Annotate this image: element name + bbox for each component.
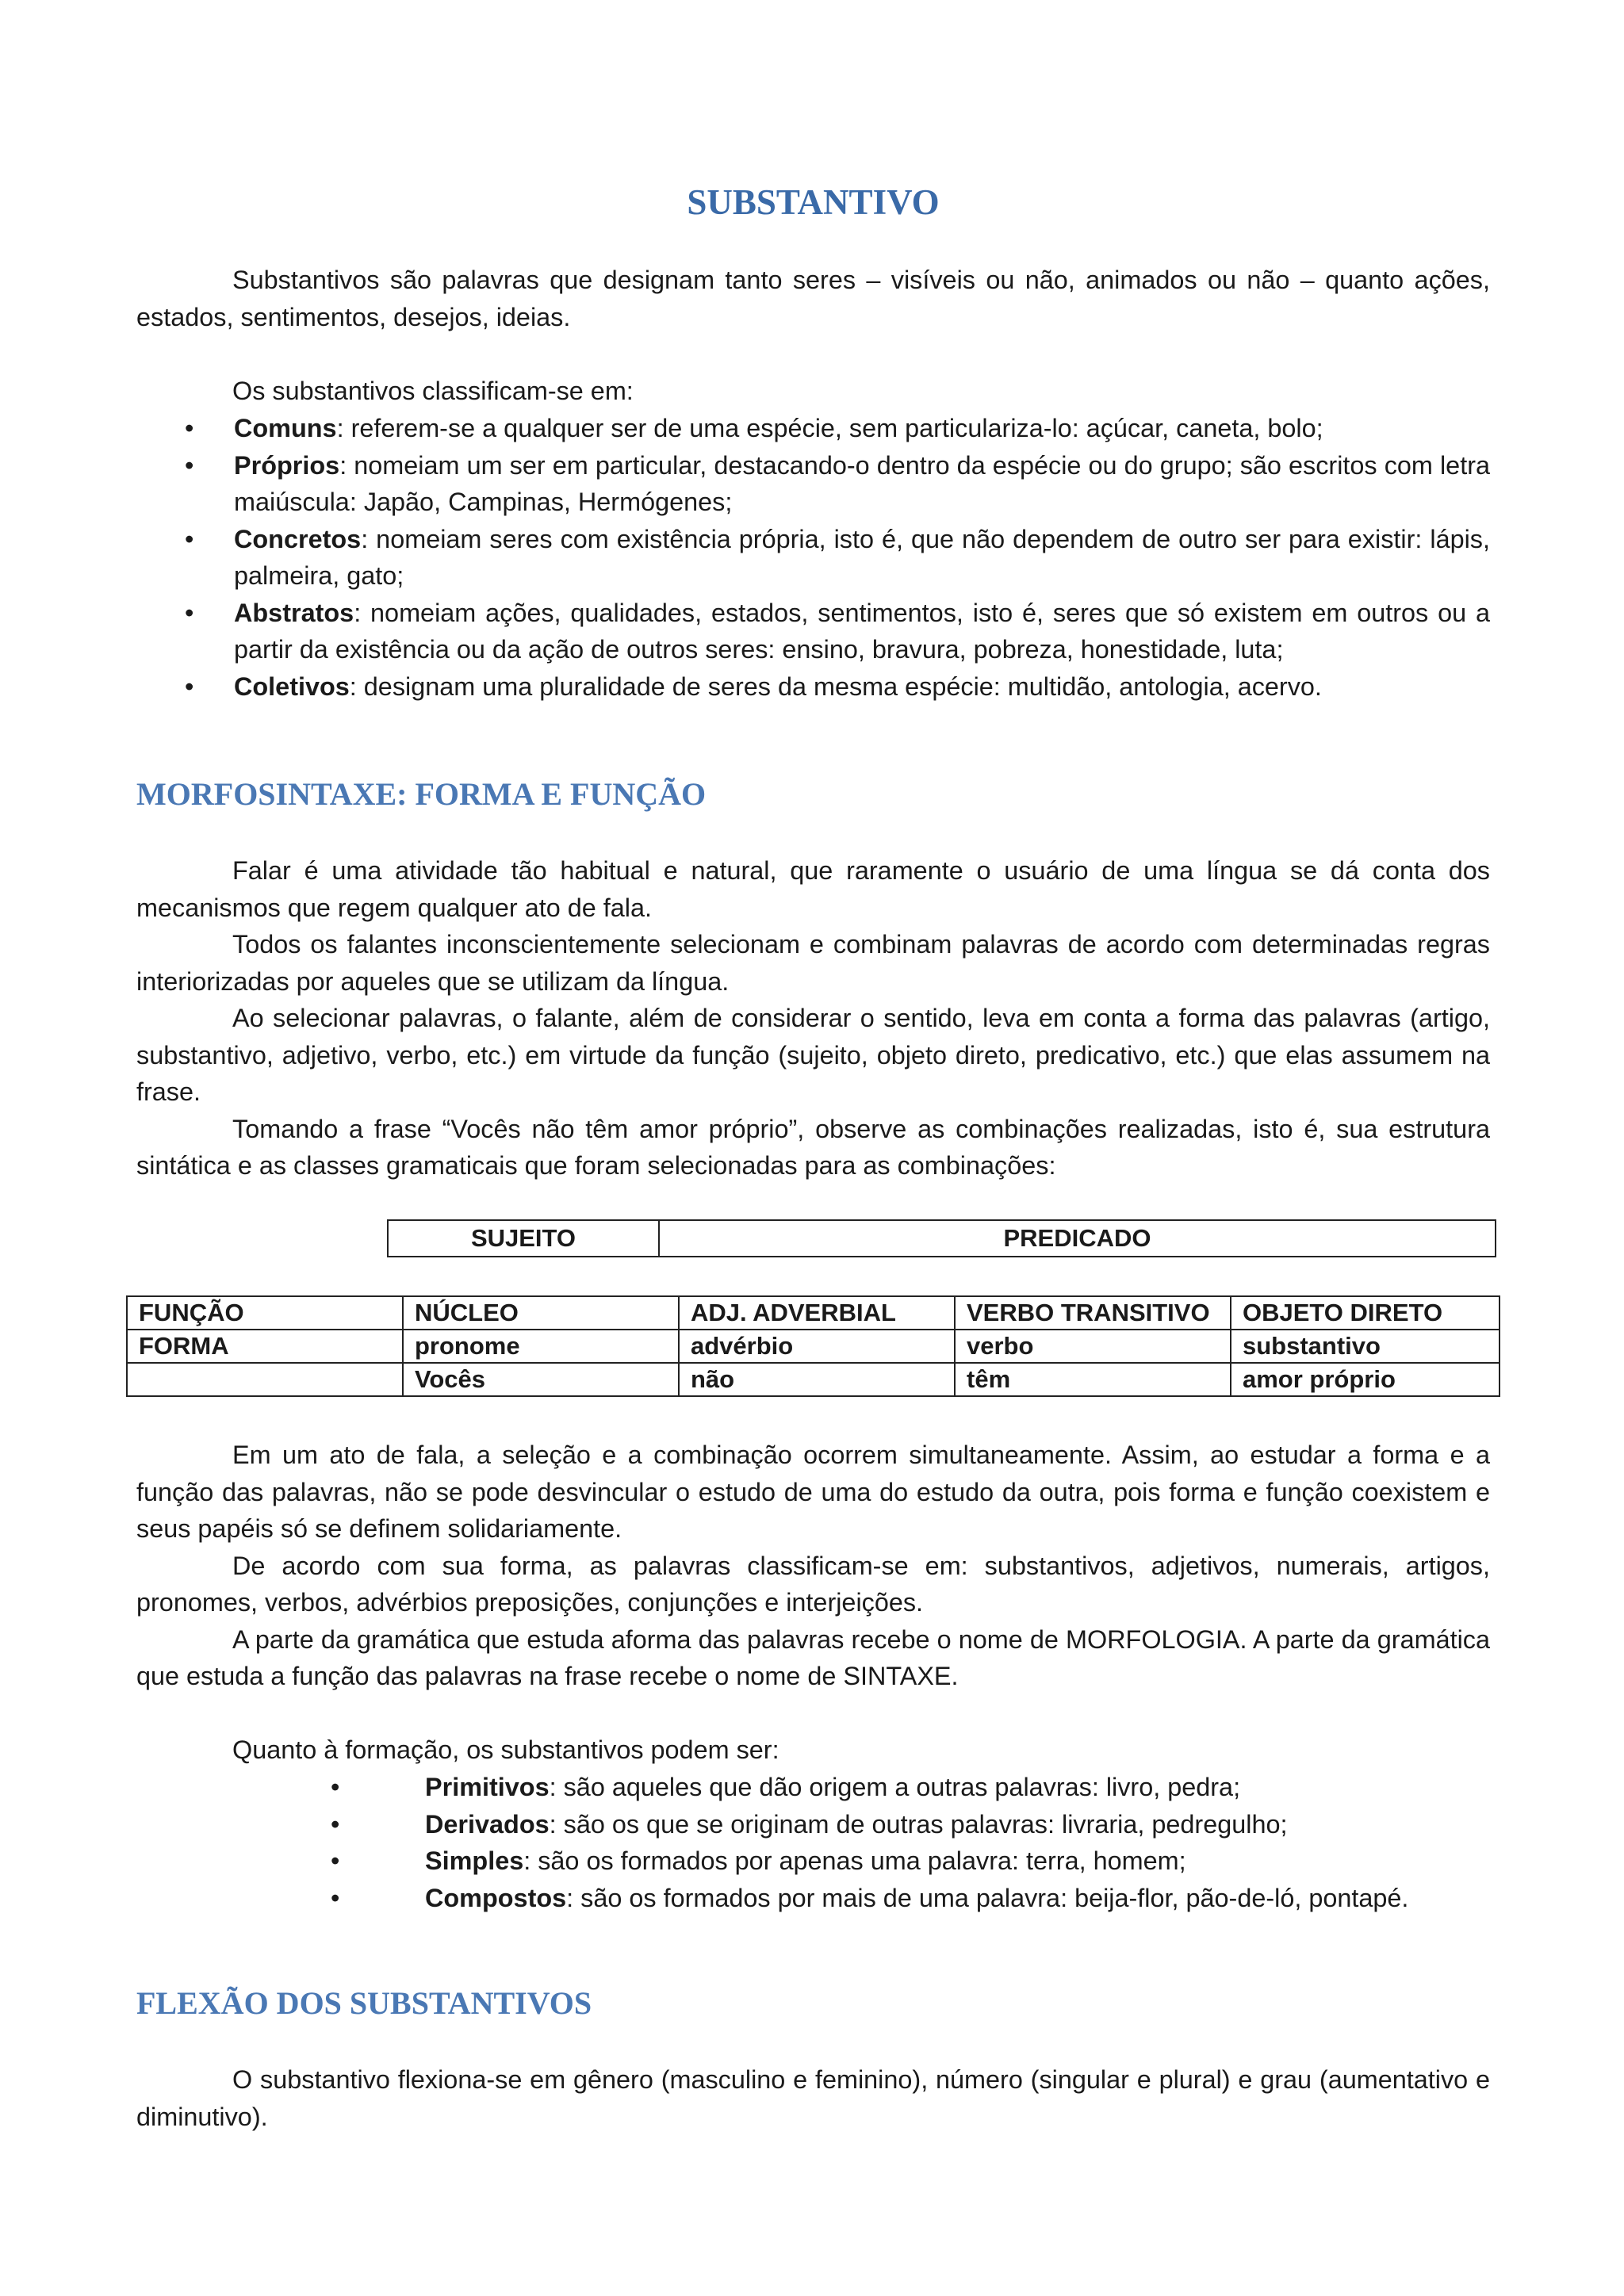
section-heading-flexao: FLEXÃO DOS SUBSTANTIVOS xyxy=(136,1985,592,2021)
function-form-table xyxy=(126,1295,1500,1397)
list-item: • Comuns: referem-se a qualquer ser de uma espécie, sem particulariza-lo: açúcar, caneta, bolo; xyxy=(136,410,1490,447)
paragraph: Todos os falantes inconscientemente selecionam e combinam palavras de acordo com determinadas regras interiorizadas por aqueles que se utilizam da língua. xyxy=(136,930,1490,996)
list-item: • Primitivos: são aqueles que dão origem a outras palavras: livro, pedra; xyxy=(136,1769,1490,1806)
bullet-icon: • xyxy=(185,598,194,627)
subject-predicate-table xyxy=(387,1219,1496,1257)
formation-list xyxy=(136,1769,1490,1916)
table-row: Vocês não têm amor próprio xyxy=(127,1363,1500,1396)
bullet-icon: • xyxy=(185,672,194,701)
table-cell-predicate: PREDICADO xyxy=(659,1220,1496,1257)
paragraph: Falar é uma atividade tão habitual e natural, que raramente o usuário de uma língua se dá conta dos mecanismos que regem qualquer ato de fala. xyxy=(136,856,1490,922)
table-row: FORMA pronome advérbio verbo substantivo xyxy=(127,1330,1500,1363)
classification-intro: Os substantivos classificam-se em: xyxy=(232,377,634,405)
bullet-icon: • xyxy=(185,524,194,553)
after-table-text xyxy=(136,1437,1490,1695)
list-item: • Simples: são os formados por apenas uma palavra: terra, homem; xyxy=(136,1843,1490,1880)
bullet-icon: • xyxy=(185,414,194,442)
list-item: • Abstratos: nomeiam ações, qualidades, estados, sentimentos, isto é, seres que só existem em outros ou a partir da existência ou da ação de outros seres: ensino, bravura, pobreza, honestidade, luta; xyxy=(136,595,1490,668)
bullet-icon: • xyxy=(331,1809,340,1839)
bullet-icon: • xyxy=(185,450,194,480)
classification-list xyxy=(136,410,1490,705)
table-row: FUNÇÃO NÚCLEO ADJ. ADVERBIAL VERBO TRANSITIVO OBJETO DIRETO xyxy=(127,1296,1500,1330)
paragraph: Tomando a frase “Vocês não têm amor próprio”, observe as combinações realizadas, isto é, sua estrutura sintática e as classes gramaticais que foram selecionadas para as combinações: xyxy=(136,1114,1490,1180)
list-item: • Derivados: são os que se originam de outras palavras: livraria, pedregulho; xyxy=(136,1806,1490,1843)
bullet-icon: • xyxy=(331,1846,340,1875)
list-item: • Próprios: nomeiam um ser em particular, destacando-o dentro da espécie ou do grupo; são escritos com letra maiúscula: Japão, Campinas, Hermógenes; xyxy=(136,447,1490,521)
bullet-icon: • xyxy=(331,1773,340,1801)
paragraph: De acordo com sua forma, as palavras classificam-se em: substantivos, adjetivos, numerais, artigos, pronomes, verbos, advérbios preposições, conjunções e interjeições. xyxy=(136,1551,1490,1617)
intro-paragraph: Substantivos são palavras que designam tanto seres – visíveis ou não, animados ou não – quanto ações, estados, sentimentos, desejos, ideias. xyxy=(136,266,1490,331)
flexao-paragraph: O substantivo flexiona-se em gênero (masculino e feminino), número (singular e plural) e grau (aumentativo e diminutivo). xyxy=(136,2065,1490,2131)
list-item: • Coletivos: designam uma pluralidade de seres da mesma espécie: multidão, antologia, acervo. xyxy=(136,668,1490,706)
page-title: SUBSTANTIVO xyxy=(687,182,940,222)
formation-intro: Quanto à formação, os substantivos podem ser: xyxy=(232,1735,779,1764)
paragraph: Em um ato de fala, a seleção e a combinação ocorrem simultaneamente. Assim, ao estudar a forma e a função das palavras, não se pode desvincular o estudo de uma do estudo da outra, pois forma e função coexistem e seus papéis só se definem solidariamente. xyxy=(136,1441,1490,1543)
section-heading-morfosintaxe: MORFOSINTAXE: FORMA E FUNÇÃO xyxy=(136,776,707,812)
paragraph: Ao selecionar palavras, o falante, além de considerar o sentido, leva em conta a forma das palavras (artigo, substantivo, adjetivo, verbo, etc.) em virtude da função (sujeito, objeto direto, predicativo, etc.) que elas assumem na frase. xyxy=(136,1004,1490,1106)
list-item: • Compostos: são os formados por mais de uma palavra: beija-flor, pão-de-ló, pontapé. xyxy=(136,1880,1490,1917)
bullet-icon: • xyxy=(331,1883,340,1912)
paragraph: A parte da gramática que estuda aforma das palavras recebe o nome de MORFOLOGIA. A parte da gramática que estuda a função das palavras na frase recebe o nome de SINTAXE. xyxy=(136,1624,1490,1690)
morfosintaxe-text xyxy=(136,852,1490,1184)
list-item: • Concretos: nomeiam seres com existência própria, isto é, que não dependem de outro ser para existir: lápis, palmeira, gato; xyxy=(136,521,1490,595)
table-cell-subject: SUJEITO xyxy=(388,1220,659,1257)
